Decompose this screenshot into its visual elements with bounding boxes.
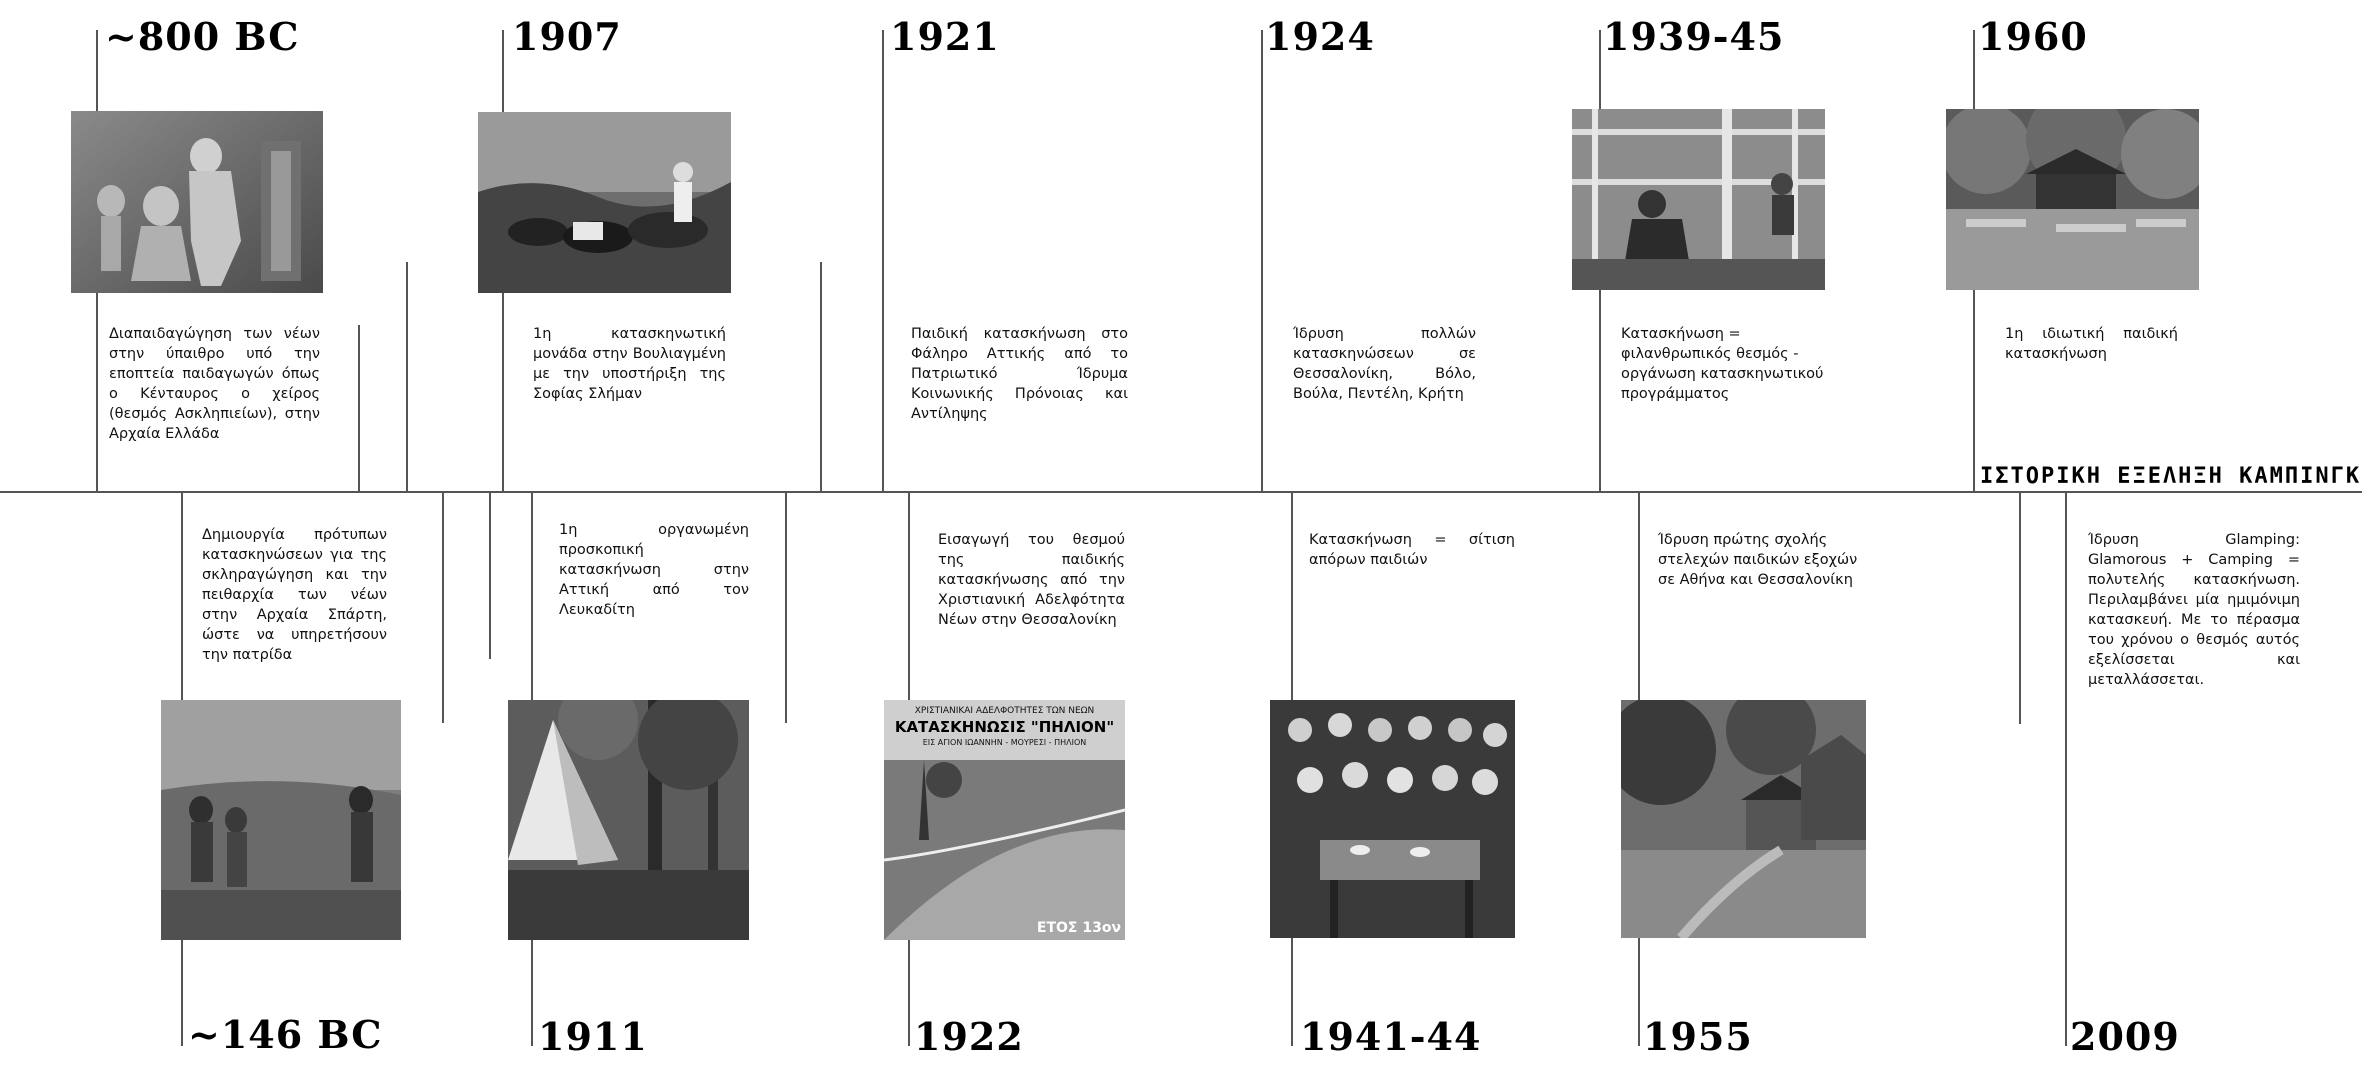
children-eating-photo: [1270, 700, 1515, 938]
spartan-youths-painting: [161, 700, 401, 940]
connector-extra-f: [2019, 491, 2021, 724]
event-text-2009: Ίδρυση Glamping: Glamorous + Camping = πολυτελής κατασκήνωση. Περιλαμβάνει μία ημιμόνιμη κατασκευή. Με το πέρασμα του χρόνου ο θεσμός αυτός εξελίσσεται και μεταλλάσσεται.: [2088, 532, 2300, 688]
event-text-1955: Ίδρυση πρώτης σχολής στελεχών παιδικών εξοχών σε Αθήνα και Θεσσαλονίκη: [1658, 532, 1858, 588]
poster-line-4: ΕΤΟΣ 13ον: [1036, 920, 1121, 936]
event-text-1921: Παιδική κατασκήνωση στο Φάληρο Αττικής από το Πατριωτικό Ίδρυμα Κοινωνικής Πρόνοιας και Αντίληψης: [911, 326, 1128, 422]
connector-extra-e: [785, 491, 787, 723]
year-label-1960: 1960: [1978, 14, 2088, 59]
year-label-1939-45: 1939-45: [1603, 14, 1785, 59]
poster-line-1: ΧΡΙΣΤΙΑΝΙΚΑΙ ΑΔΕΛΦΟΤΗΤΕΣ ΤΩΝ ΝΕΩΝ: [914, 706, 1095, 716]
camp-under-trees-photo: [1946, 109, 2199, 290]
year-label-1941-44: 1941-44: [1300, 1014, 1482, 1059]
diagram-title: ΙΣΤΟΡΙΚΗ ΕΞΕΛΗΞΗ ΚΑΜΠΙΝΓΚ: [1980, 464, 2362, 489]
event-text-800bc: Διαπαιδαγώγηση των νέων στην ύπαιθρο υπό την εποπτεία παιδαγωγών όπως ο Κένταυρος ο χείρος (θεσμός Ασκληπιείων), στην Αρχαία Ελλάδα: [109, 326, 320, 442]
wooden-cabins-photo: [1621, 700, 1866, 938]
event-text-146bc: Δημιουργία πρότυπων κατασκηνώσεων για της σκληραγώγηση και την πειθαρχία των νέων στην Αρχαία Σπάρτη, ώστε να υπηρετήσουν την πατρίδα: [202, 527, 387, 663]
event-text-1922: Εισαγωγή του θεσμού της παιδικής κατασκήνωσης από την Χριστιανική Αδελφότητα Νέων στην Θεσσαλονίκη: [938, 532, 1125, 628]
poster-line-3: ΕΙΣ ΑΓΙΟΝ ΙΩΑΝΝΗΝ - ΜΟΥΡΕΣΙ - ΠΗΛΙΟΝ: [922, 738, 1087, 747]
connector-800bc-extra: [358, 325, 360, 491]
timeline-axis: [0, 491, 2362, 493]
connector-2009: [2065, 491, 2067, 1046]
connector-extra-c: [442, 491, 444, 723]
poster-line-2: ΚΑΤΑΣΚΗΝΩΣΙΣ "ΠΗΛΙΟΝ": [894, 718, 1115, 736]
year-label-800bc: ~800 BC: [105, 14, 300, 59]
event-text-1960: 1η ιδιωτική παιδική κατασκήνωση: [2005, 326, 2178, 362]
year-label-146bc: ~146 BC: [188, 1012, 383, 1057]
year-label-1907: 1907: [512, 14, 622, 59]
connector-extra-a: [406, 262, 408, 491]
event-text-1924: Ίδρυση πολλών κατασκηνώσεων σε Θεσσαλονίκη, Βόλο, Βούλα, Πεντέλη, Κρήτη: [1293, 326, 1476, 402]
event-text-1911: 1η οργανωμένη προσκοπική κατασκήνωση στην Αττική από τον Λευκαδίτη: [559, 522, 749, 618]
pilion-camp-poster: [884, 700, 1125, 940]
year-label-1922: 1922: [914, 1014, 1024, 1059]
event-text-1939-45: Κατασκήνωση = φιλανθρωπικός θεσμός - οργάνωση κατασκηνωτικού προγράμματος: [1621, 326, 1824, 402]
year-label-1924: 1924: [1265, 14, 1375, 59]
children-bunkbeds-photo: [1572, 109, 1825, 290]
group-outdoors-photo: [478, 112, 731, 293]
tent-in-forest-photo: [508, 700, 749, 940]
event-text-1941-44: Κατασκήνωση = σίτιση απόρων παιδιών: [1309, 532, 1515, 568]
year-label-1911: 1911: [538, 1014, 648, 1059]
connector-extra-b: [820, 262, 822, 491]
year-label-2009: 2009: [2070, 1014, 2180, 1059]
year-label-1955: 1955: [1643, 1014, 1753, 1059]
year-label-1921: 1921: [890, 14, 1000, 59]
connector-extra-d: [489, 491, 491, 659]
event-text-1907: 1η κατασκηνωτική μονάδα στην Βουλιαγμένη με την υποστήριξη της Σοφίας Σλήμαν: [533, 326, 726, 402]
connector-1921: [882, 30, 884, 491]
relief-sculpture-photo: [71, 111, 323, 293]
connector-1924: [1261, 30, 1263, 491]
